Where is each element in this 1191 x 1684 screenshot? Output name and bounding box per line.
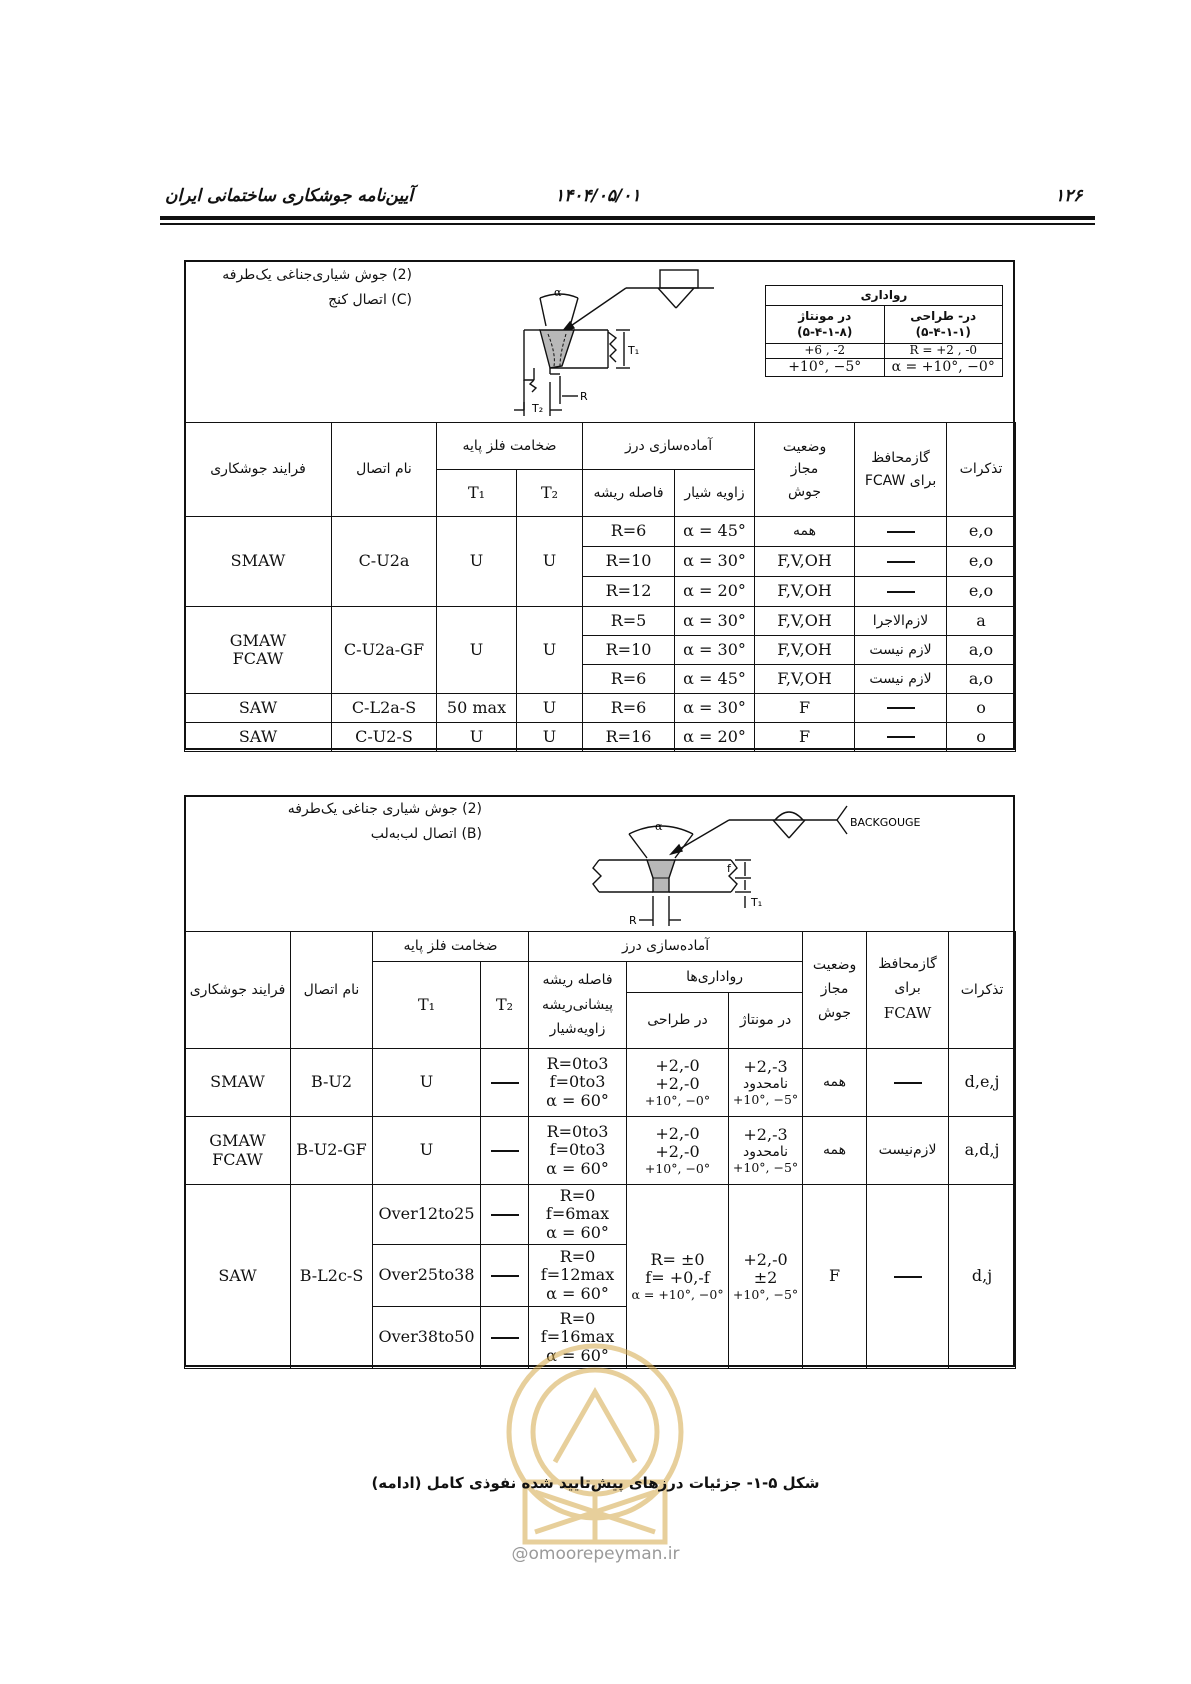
header-process: فرایند جوشکاری xyxy=(185,423,332,517)
table-row: SAW C-L2a-S 50 max U R=6 α = 30° F o xyxy=(185,694,1016,723)
header-tolerances: رواداری‌ها در طراحی در مونتاژ xyxy=(627,962,803,1049)
header-prep: آماده‌سازی درز xyxy=(529,932,803,962)
fig2-f-label: f xyxy=(727,862,731,875)
header-rule-thin xyxy=(160,223,1095,225)
tolerance-title: رواداری xyxy=(766,286,1003,306)
dash-mark xyxy=(491,1214,519,1216)
header-position: وضعیت مجاز جوش xyxy=(755,423,855,517)
header-t2: T₂ xyxy=(481,962,529,1049)
header-notes: تذکرات xyxy=(947,423,1016,517)
fig1-t2-label: T₂ xyxy=(532,402,544,415)
panel1-title-line2: (C) اتصال کنج xyxy=(328,292,412,308)
page-number: ۱۲۶ xyxy=(1055,186,1083,206)
tolerance-table xyxy=(765,285,1003,377)
header-t2: T₂ xyxy=(517,470,583,517)
dash-mark xyxy=(887,707,915,709)
fig2-backgouge-label: BACKGOUGE xyxy=(850,816,921,829)
header-t1: T₁ xyxy=(437,470,517,517)
dash-mark xyxy=(894,1082,922,1084)
fig1-r-label: R xyxy=(580,390,588,403)
tolerance-angle-design: α = +10°, −0° xyxy=(884,359,1003,377)
butt-joint-table xyxy=(184,931,1016,1369)
fig2-r-label: R xyxy=(629,914,637,927)
tolerance-angle-assembly: +10°, −5° xyxy=(766,359,885,377)
fig2-alpha-label: α xyxy=(655,820,663,833)
header-prep: آماده‌سازی درز xyxy=(583,423,755,470)
header-joint: نام اتصال xyxy=(332,423,437,517)
header-gas: گازمحافظ برای FCAW xyxy=(855,423,947,517)
header-angle: زاویه شیار xyxy=(675,470,755,517)
tolerance-r-assembly: +6 , -2 xyxy=(766,344,885,359)
fig1-alpha-label: α xyxy=(554,286,562,299)
header-root: فاصله ریشه xyxy=(583,470,675,517)
dash-mark xyxy=(887,591,915,593)
header-title: آیین‌نامه جوشکاری ساختمانی ایران xyxy=(165,186,414,206)
panel2-title-line1: (2) جوش شیاری جناغی یک‌طرفه xyxy=(287,801,482,817)
table-row: Over38to50 R=0 f=16max α = 60° xyxy=(185,1307,1016,1369)
panel2-title-line2: (B) اتصال لب‌به‌لب xyxy=(370,826,482,842)
corner-joint-table xyxy=(184,422,1016,752)
dash-mark xyxy=(887,561,915,563)
header-date: ۱۴۰۴/۰۵/۰۱ xyxy=(555,186,641,206)
panel1-title-line1: (2) جوش شیاری‌جناغی یک‌طرفه xyxy=(222,267,412,283)
tolerance-design-header: در- طراحی (۵-۴-۱-۱) xyxy=(884,306,1003,344)
table-row: GMAW FCAW C-U2a-GF U U R=5 α = 30° F,V,OH لازم‌الاجرا a xyxy=(185,607,1016,636)
fig2-t1-label: T₁ xyxy=(751,896,763,909)
header-gas: گازمحافظ برای FCAW xyxy=(867,932,949,1049)
table-row: R=10 α = 30° F,V,OH e,o xyxy=(185,547,1016,577)
fig1-t1-label: T₁ xyxy=(628,344,640,357)
header-joint: نام اتصال xyxy=(291,932,373,1049)
header-base-thickness: ضخامت فلز پایه xyxy=(437,423,583,470)
table-row: GMAW FCAW B-U2-GF U R=0to3 f=0to3 α = 60° +2,-0 +2,-0 +10°, −0° +2,-3 نامحدود +10°, −5° همه لازم‌نیست a,d,j xyxy=(185,1117,1016,1185)
table-row: SMAW C-U2a U U R=6 α = 45° همه e,o xyxy=(185,517,1016,547)
corner-joint-figure xyxy=(490,262,750,420)
table-row: Over25to38 R=0 f=12max α = 60° xyxy=(185,1245,1016,1307)
dash-mark xyxy=(887,736,915,738)
dash-mark xyxy=(491,1275,519,1277)
dash-mark xyxy=(894,1276,922,1278)
table-row: R=12 α = 20° F,V,OH e,o xyxy=(185,577,1016,607)
panel2-title xyxy=(260,801,482,842)
dash-mark xyxy=(491,1082,519,1084)
dash-mark xyxy=(887,531,915,533)
dash-mark xyxy=(491,1150,519,1152)
dash-mark xyxy=(491,1337,519,1339)
watermark-site: @omoorepeyman.ir xyxy=(511,1544,680,1564)
table-row: SMAW B-U2 U R=0to3 f=0to3 α = 60° +2,-0 +2,-0 +10°, −0° +2,-3 نامحدود +10°, −5° همه d,e,j xyxy=(185,1049,1016,1117)
butt-joint-figure xyxy=(585,800,935,930)
header-base-thickness: ضخامت فلز پایه xyxy=(373,932,529,962)
table-row: R=6 α = 45° F,V,OH لازم نیست a,o xyxy=(185,665,1016,694)
tolerance-r-design: R = +2 , -0 xyxy=(884,344,1003,359)
header-notes: تذکرات xyxy=(949,932,1016,1049)
figure-caption: شکل ۵-۱- جزئیات درزهای پیش‌تایید شده نفوذی کامل (ادامه) xyxy=(371,1474,820,1492)
header-prep-sub: فاصله ریشه پیشانی‌ریشه زاویه‌شیار xyxy=(529,962,627,1049)
table-row: SAW C-U2-S U U R=16 α = 20° F o xyxy=(185,723,1016,752)
table-row: SAW B-L2c-S Over12to25 R=0 f=6max α = 60° R= ±0 f= +0,-f α = +10°, −0° +2,-0 ±2 +10°, −5° F d,j xyxy=(185,1185,1016,1245)
header-position: وضعیت مجاز جوش xyxy=(803,932,867,1049)
tolerance-assembly-header: در مونتاژ (۵-۴-۱-۸) xyxy=(766,306,885,344)
header-process: فرایند جوشکاری xyxy=(185,932,291,1049)
panel1-title xyxy=(200,267,412,308)
header-t1: T₁ xyxy=(373,962,481,1049)
table-row: R=10 α = 30° F,V,OH لازم نیست a,o xyxy=(185,636,1016,665)
header-rule xyxy=(160,216,1095,220)
